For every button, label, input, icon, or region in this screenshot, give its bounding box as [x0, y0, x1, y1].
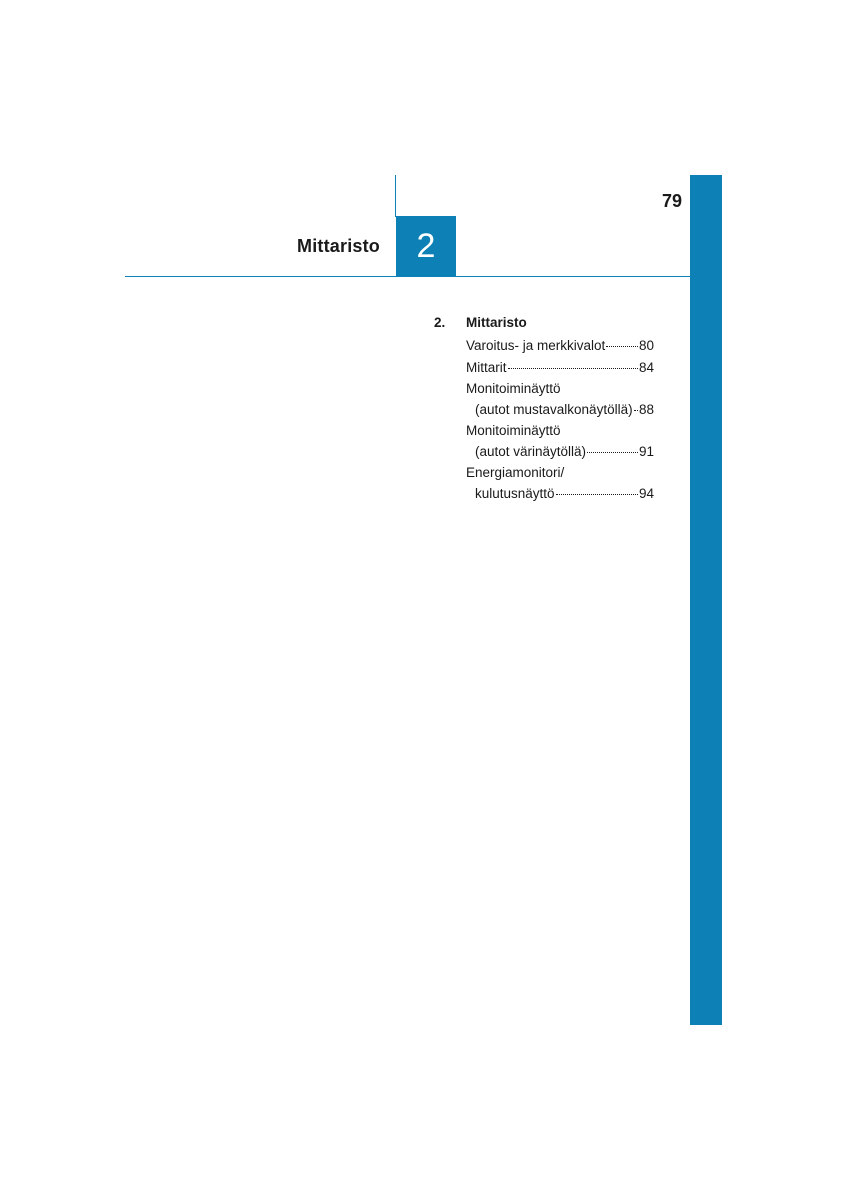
- toc-section-heading: [434, 313, 654, 333]
- toc-entry-label: Mittarit: [466, 360, 507, 375]
- toc-entry-page: 84: [638, 360, 654, 375]
- chapter-title: Mittaristo: [297, 236, 380, 256]
- chapter-side-tab: [690, 175, 722, 1025]
- header-horizontal-rule: [125, 276, 690, 277]
- toc-entry-energy-monitor[interactable]: [466, 463, 654, 504]
- toc-entry-gauges[interactable]: [466, 357, 654, 378]
- toc-entry-sublabel: (autot värinäytöllä): [475, 444, 587, 459]
- chapter-number-box: [396, 216, 456, 276]
- header-vertical-rule: [395, 175, 396, 217]
- toc-entry-label: Varoitus- ja merkkivalot: [466, 338, 606, 353]
- toc-entry-page: 80: [638, 338, 654, 353]
- toc-entry-row: [466, 335, 654, 356]
- toc-entry-warning-lights[interactable]: [466, 335, 654, 356]
- toc-entry-row: [466, 379, 654, 399]
- toc-entry-page: 88: [638, 402, 654, 417]
- toc-leader-dots: [634, 396, 638, 411]
- toc-entry-multi-display-monochrome[interactable]: [466, 379, 654, 420]
- chapter-number: 2: [416, 226, 436, 265]
- toc-entry-label: Energiamonitori/: [466, 465, 565, 480]
- toc-entry-label: Monitoiminäyttö: [466, 423, 561, 438]
- toc-entry-page: 91: [638, 444, 654, 459]
- toc-leader-dots: [556, 480, 638, 495]
- toc-section-title: Mittaristo: [466, 315, 527, 330]
- toc-leader-dots: [508, 354, 638, 369]
- toc-entry-row: [466, 357, 654, 378]
- toc-section-number: 2.: [434, 315, 446, 330]
- toc-entry-row: [466, 441, 654, 462]
- toc-entry-page: 94: [638, 486, 654, 501]
- toc-entry-sublabel: kulutusnäyttö: [475, 486, 555, 501]
- toc-entry-label: Monitoiminäyttö: [466, 381, 561, 396]
- toc-entry-multi-display-color[interactable]: [466, 421, 654, 462]
- toc-leader-dots: [587, 438, 638, 453]
- toc-entry-row: [466, 399, 654, 420]
- page-number: 79: [661, 191, 682, 211]
- toc-entry-row: [466, 483, 654, 504]
- table-of-contents: [434, 313, 654, 504]
- toc-entry-sublabel: (autot mustavalkonäytöllä): [475, 402, 633, 417]
- toc-leader-dots: [606, 332, 638, 347]
